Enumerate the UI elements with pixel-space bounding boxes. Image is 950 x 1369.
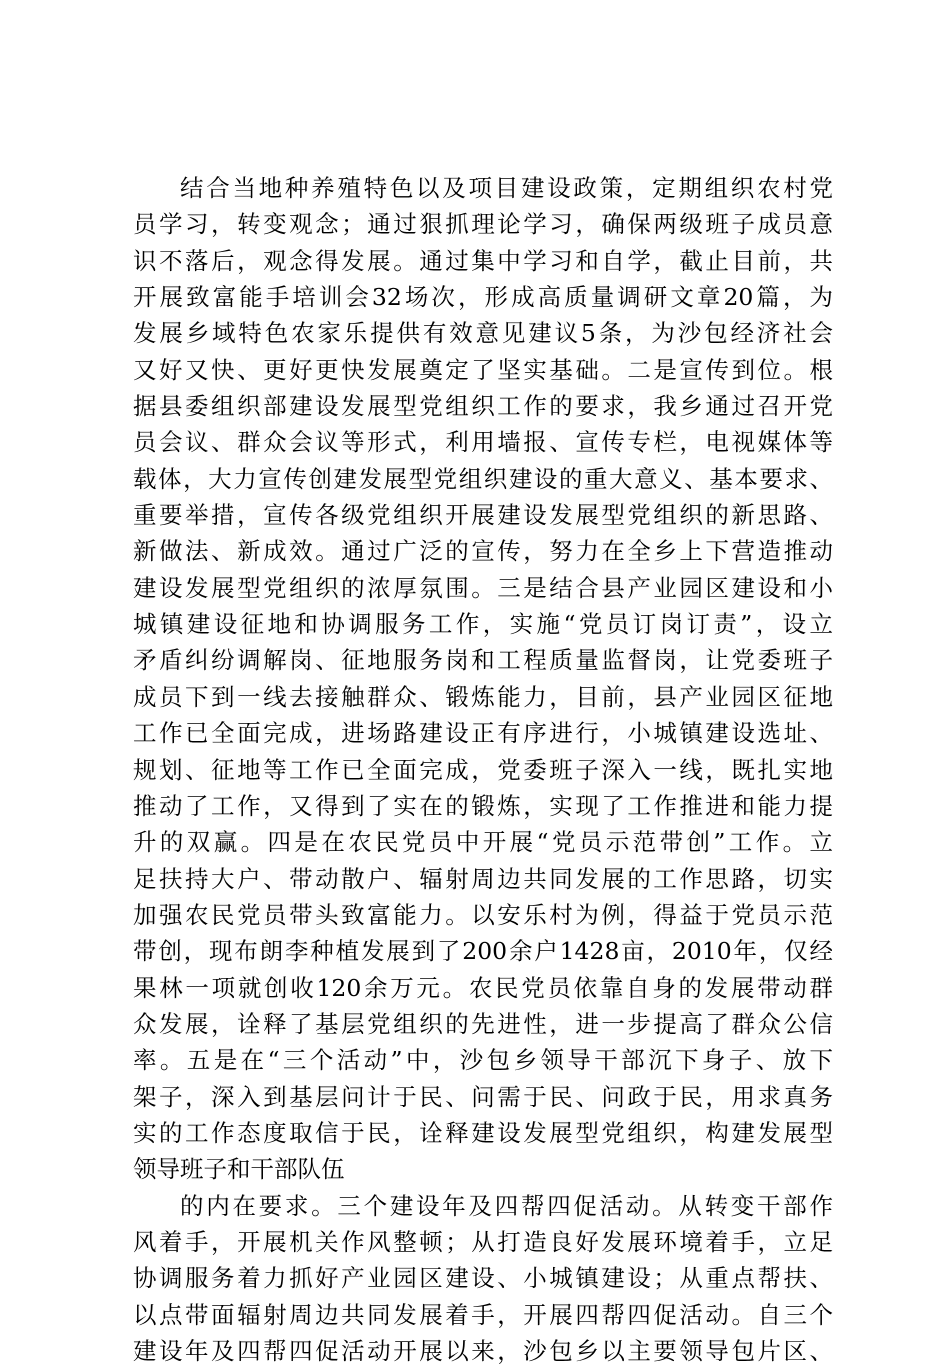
text-line: 又好又快、更好更快发展奠定了坚实基础。二是宣传到位。根	[133, 355, 833, 384]
text-line: 的内在要求。三个建设年及四帮四促活动。从转变干部作	[180, 1191, 833, 1220]
text-line: 风着手，开展机关作风整顿；从打造良好发展环境着手，立足	[133, 1227, 833, 1256]
text-line: 协调服务着力抓好产业园区建设、小城镇建设；从重点帮扶、	[133, 1264, 833, 1293]
text-line: 规划、征地等工作已全面完成，党委班子深入一线，既扎实地	[133, 755, 833, 784]
text-line: 载体，大力宣传创建发展型党组织建设的重大意义、基本要求、	[133, 464, 833, 493]
text-line: 率。五是在“三个活动”中，沙包乡领导干部沉下身子、放下	[133, 1046, 833, 1075]
text-line: 重要举措，宣传各级党组织开展建设发展型党组织的新思路、	[133, 501, 833, 530]
text-line: 员学习，转变观念；通过狠抓理论学习，确保两级班子成员意	[133, 210, 833, 239]
text-line: 带创，现布朗李种植发展到了200余户1428亩，2010年，仅经	[133, 937, 833, 966]
text-line: 开展致富能手培训会32场次，形成高质量调研文章20篇，为	[133, 283, 833, 312]
text-line: 升的双赢。四是在农民党员中开展“党员示范带创”工作。立	[133, 828, 833, 857]
text-line: 新做法、新成效。通过广泛的宣传，努力在全乡上下营造推动	[133, 537, 833, 566]
text-line: 员会议、群众会议等形式，利用墙报、宣传专栏，电视媒体等	[133, 428, 833, 457]
text-line: 众发展，诠释了基层党组织的先进性，进一步提高了群众公信	[133, 1009, 833, 1038]
text-line: 成员下到一线去接触群众、锻炼能力，目前，县产业园区征地	[133, 682, 833, 711]
text-line: 据县委组织部建设发展型党组织工作的要求，我乡通过召开党	[133, 392, 833, 421]
text-line: 加强农民党员带头致富能力。以安乐村为例，得益于党员示范	[133, 900, 833, 929]
text-line: 建设年及四帮四促活动开展以来，沙包乡以主要领导包片区、	[133, 1337, 833, 1365]
text-line: 矛盾纠纷调解岗、征地服务岗和工程质量监督岗，让党委班子	[133, 646, 833, 675]
text-line: 实的工作态度取信于民，诠释建设发展型党组织，构建发展型	[133, 1118, 833, 1147]
text-line: 建设发展型党组织的浓厚氛围。三是结合县产业园区建设和小	[133, 573, 833, 602]
text-line: 发展乡域特色农家乐提供有效意见建议5条，为沙包经济社会	[133, 319, 833, 348]
text-line: 架子，深入到基层问计于民、问需于民、问政于民，用求真务	[133, 1082, 833, 1111]
text-line: 结合当地种养殖特色以及项目建设政策，定期组织农村党	[180, 174, 833, 202]
text-line: 识不落后，观念得发展。通过集中学习和自学，截止目前，共	[133, 246, 833, 275]
text-line: 工作已全面完成，进场路建设正有序进行，小城镇建设选址、	[133, 719, 833, 748]
text-line: 果林一项就创收120余万元。农民党员依靠自身的发展带动群	[133, 973, 833, 1002]
text-line: 推动了工作，又得到了实在的锻炼，实现了工作推进和能力提	[133, 791, 833, 820]
text-line: 以点带面辐射周边共同发展着手，开展四帮四促活动。自三个	[133, 1300, 833, 1329]
text-line: 足扶持大户、带动散户、辐射周边共同发展的工作思路，切实	[133, 864, 833, 893]
document-body	[133, 170, 833, 1369]
text-line: 城镇建设征地和协调服务工作，实施“党员订岗订责”，设立	[133, 610, 833, 639]
text-line: 领导班子和干部队伍	[133, 1155, 345, 1184]
